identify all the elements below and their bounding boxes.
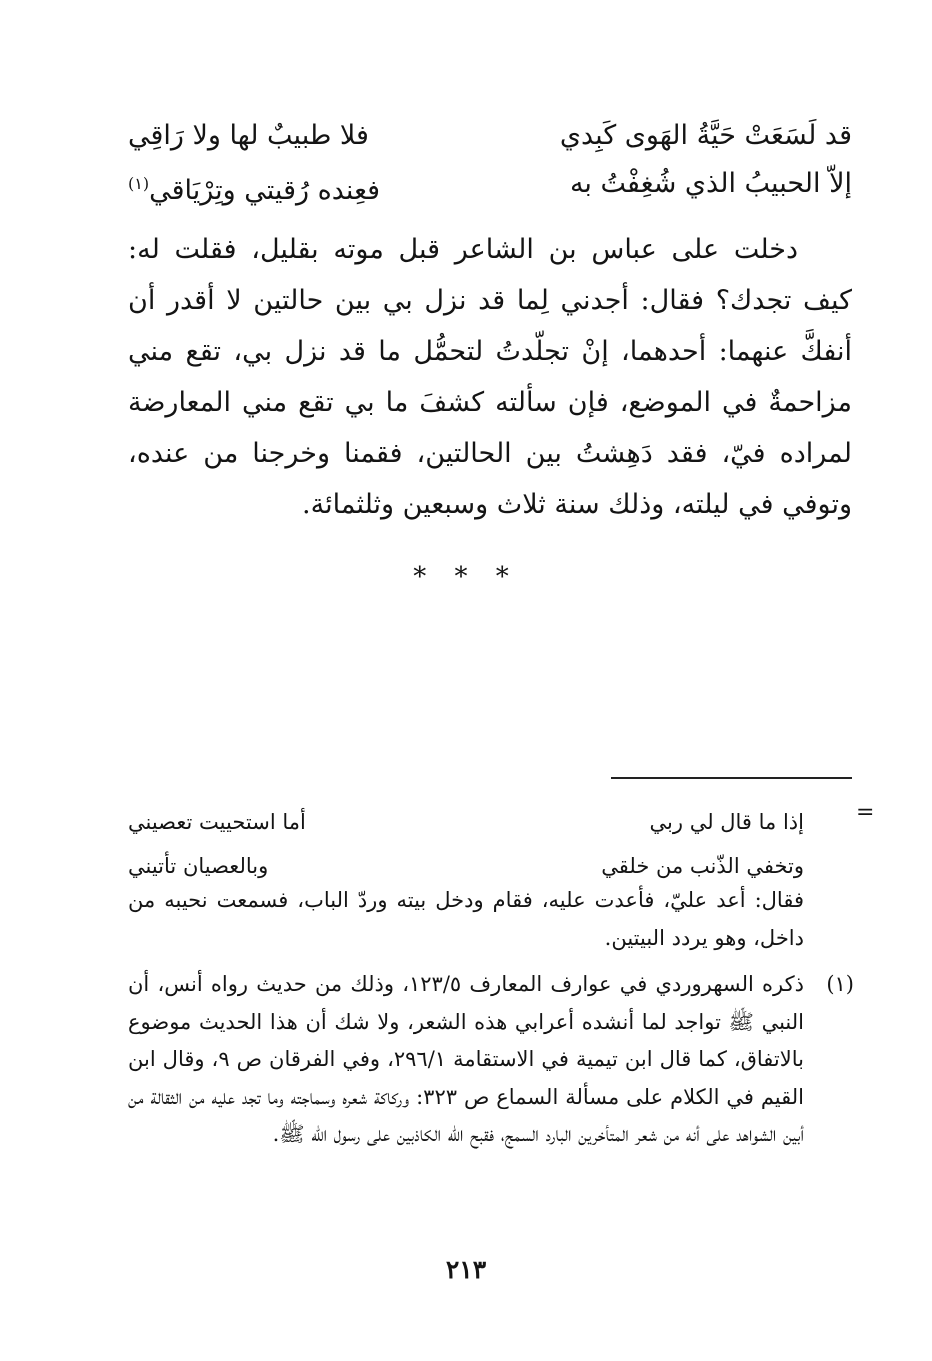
footnote-verse-first-hemistich: إذا ما قال لي ربي [649, 810, 804, 834]
footnote-reference: (١) [128, 174, 150, 193]
footnote-number: (١) [826, 972, 854, 996]
verse-second-hemistich-text: فعِنده رُقيتي وتِرْيَاقي [149, 175, 381, 206]
verse-second-hemistich: فلا طبيبٌ لها ولا رَاقِي [128, 120, 369, 151]
footnote-verse-second-hemistich: وبالعصيان تأتيني [128, 854, 269, 878]
footnote-continuation-text: فقال: أعد عليّ، فأعدت عليه، فقام ودخل بيته وردّ الباب، فسمعت نحيبه من داخل، وهو يردد البيتين. [128, 888, 804, 950]
footnote-verse-second-hemistich: أما استحييت تعصيني [128, 810, 306, 834]
page-number: ٢١٣ [445, 1255, 487, 1284]
footnote-verse-first-hemistich: وتخفي الذّنب من خلقي [601, 854, 804, 878]
section-divider: * * * [413, 562, 519, 592]
footnote-text: ذكره السهروردي في عوارف المعارف ١٢٣/٥، وذلك من حديث رواه أنس، أن النبي ﷺ تواجد لما أنشده أعرابي هذه الشعر، ولا شك أن هذا الحديث موضوع بالاتفاق، كما قال ابن تيمية في الاستقامة ٢٩٦/١، وفي الفرقان ص ٩، وقال ابن القيم في الكلام على مسألة السماع ص ٣٢٣: وركاكة شعره وسماجته وما تجد عليه من الثقالة من أبين الشواهد على أنه من شعر المتأخرين البارد السمج، فقبح الله الكاذبين على رسول الله ﷺ. [128, 972, 804, 1146]
poem-verse [128, 112, 852, 160]
body-paragraph: دخلت على عباس بن الشاعر قبل موته بقليل، فقلت له: كيف تجدك؟ فقال: أجدني لِما قد نزل بي بين حالتين لا أقدر أن أنفكَّ عنهما: أحدهما، إنْ تجلّدتُ لتحمُّل ما قد نزل بي، تقع مني مزاحمةٌ في الموضع، فإن سألته كشفَ ما بي تقع مني المعارضة لمراده فيّ، فقد دَهِشتُ بين الحالتين، فقمنا وخرجنا من عنده، وتوفي في ليلته، وذلك سنة ثلاث وسبعين وثلثمائة. [128, 234, 852, 520]
verse-second-hemistich [128, 160, 380, 215]
footnote-rule [611, 777, 852, 779]
poem [128, 112, 852, 208]
poem-verse [128, 160, 852, 208]
footnote-poem [128, 800, 804, 888]
verse-first-hemistich: إلاّ الحبيبُ الذي شُغِفْتُ به [569, 168, 852, 199]
footnote-verse [128, 800, 804, 844]
footnote-continuation-mark: = [856, 800, 875, 825]
verse-first-hemistich: قد لَسَعَتْ حَيَّةُ الهَوى كَبِدي [559, 120, 852, 151]
